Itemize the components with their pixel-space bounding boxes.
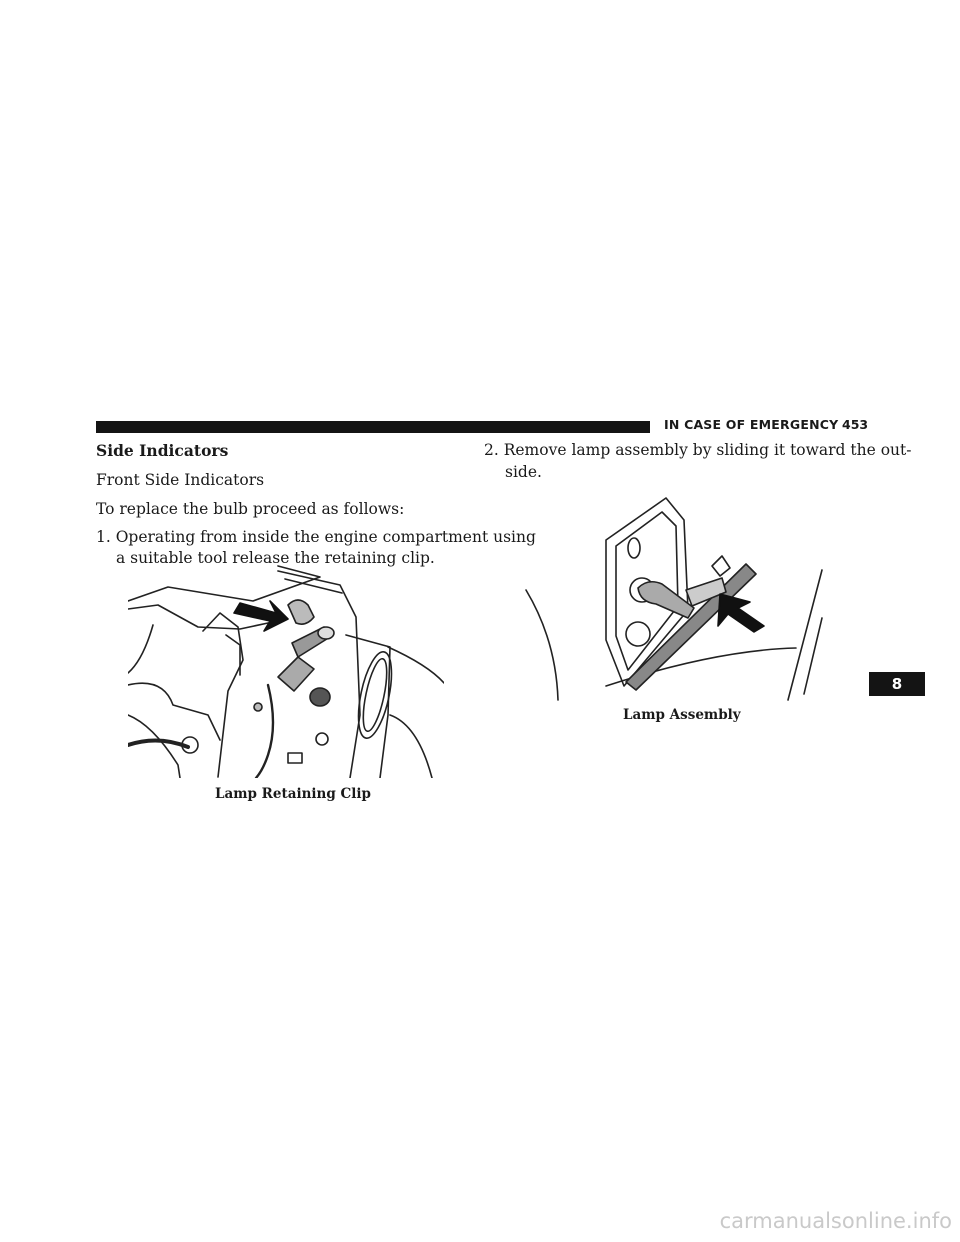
figure-caption-right: Lamp Assembly	[623, 707, 741, 723]
subheading: Front Side Indicators	[96, 471, 265, 489]
section-title: IN CASE OF EMERGENCY	[664, 417, 839, 432]
section-heading: Side Indicators	[96, 441, 229, 460]
header-rule	[96, 421, 650, 433]
step-1-line-1: 1. Operating from inside the engine compartment using	[96, 528, 536, 546]
step-2-line-2: side.	[505, 463, 542, 481]
step-2-line-1: 2. Remove lamp assembly by sliding it toward the out-	[484, 441, 912, 459]
intro-text: To replace the bulb proceed as follows:	[96, 500, 405, 518]
step-1-line-2: a suitable tool release the retaining clip.	[116, 549, 435, 567]
watermark-text: carmanualsonline.info	[719, 1209, 952, 1233]
lamp-assembly-illustration	[516, 490, 836, 704]
lamp-retaining-clip-illustration	[128, 565, 444, 778]
page-number: 453	[842, 417, 869, 432]
figure-caption-left: Lamp Retaining Clip	[215, 786, 371, 802]
chapter-tab: 8	[869, 672, 925, 696]
